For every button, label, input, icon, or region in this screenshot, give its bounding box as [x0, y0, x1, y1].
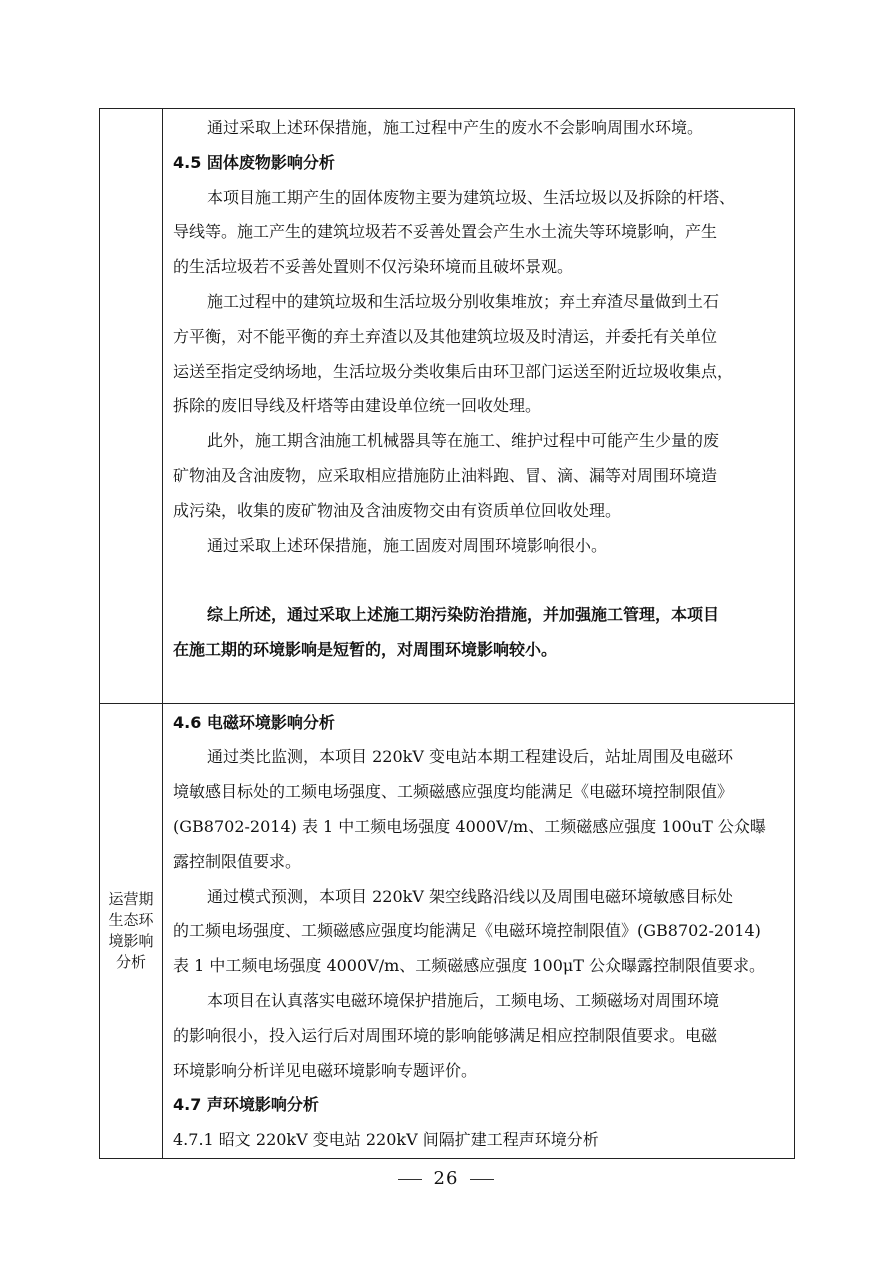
paragraph-line: 的工频电场强度、工频磁感应强度均能满足《电磁环境控制限值》(GB8702-2014) — [173, 921, 761, 941]
paragraph-line: 方平衡，对不能平衡的弃土弃渣以及其他建筑垃圾及时清运，并委托有关单位 — [173, 326, 718, 346]
paragraph-line: 露控制限值要求。 — [173, 851, 302, 871]
section-heading: 4.6 电磁环境影响分析 — [173, 712, 335, 732]
paragraph-line: 通过采取上述环保措施，施工过程中产生的废水不会影响周围水环境。 — [207, 118, 704, 137]
paragraph-line: 的生活垃圾若不妥善处置则不仅污染环境而且破坏景观。 — [173, 257, 574, 277]
section-operation-electromagnetic — [163, 704, 794, 1158]
paragraph-line: 运送至指定受纳场地，生活垃圾分类收集后由环卫部门运送至附近垃圾收集点， — [173, 361, 734, 381]
paragraph-line: 通过采取上述环保措施，施工固废对周围环境影响很小。 — [207, 535, 608, 555]
content-cell — [163, 703, 795, 1158]
row-label-line: 运营期 — [108, 889, 154, 908]
paragraph-line: 通过类比监测，本项目 220kV 变电站本期工程建设后，站址周围及电磁环 — [207, 747, 733, 767]
paragraph-line: 4.7.1 昭文 220kV 变电站 220kV 间隔扩建工程声环境分析 — [173, 1130, 599, 1150]
paragraph-line: 矿物油及含油废物，应采取相应措施防止油料跑、冒、滴、漏等对周围环境造 — [173, 465, 718, 485]
page-footer — [0, 1168, 892, 1189]
row-label-line: 分析 — [115, 952, 146, 971]
blank-line — [173, 668, 786, 703]
left-label-cell — [100, 109, 163, 704]
section-heading: 4.7 声环境影响分析 — [173, 1095, 319, 1115]
paragraph-line: 此外，施工期含油施工机械器具等在施工、维护过程中可能产生少量的废 — [207, 431, 720, 451]
paragraph-line: 在施工期的环境影响是短暂的，对周围环境影响较小。 — [173, 639, 558, 659]
footer-dash-left — [398, 1179, 422, 1180]
paragraph-line: 境敏感目标处的工频电场强度、工频磁感应强度均能满足《电磁环境控制限值》 — [173, 782, 734, 802]
table-row — [100, 703, 795, 1158]
left-label-cell — [100, 703, 163, 1158]
section-construction-solid-waste — [163, 109, 794, 703]
paragraph-line: 通过模式预测，本项目 220kV 架空线路沿线以及周围电磁环境敏感目标处 — [207, 886, 733, 906]
report-table — [99, 108, 795, 1159]
row-label-line: 生态环 — [108, 910, 154, 929]
paragraph-line: 本项目施工期产生的固体废物主要为建筑垃圾、生活垃圾以及拆除的杆塔、 — [207, 187, 736, 207]
paragraph-line: 拆除的废旧导线及杆塔等由建设单位统一回收处理。 — [173, 396, 542, 416]
page-number: 26 — [433, 1168, 459, 1189]
section-heading: 4.5 固体废物影响分析 — [173, 152, 335, 172]
paragraph-line: 成污染，收集的废矿物油及含油废物交由有资质单位回收处理。 — [173, 500, 622, 520]
blank-line — [173, 563, 786, 598]
paragraph-line: 的影响很小，投入运行后对周围环境的影响能够满足相应控制限值要求。电磁 — [173, 1025, 718, 1045]
paragraph-line: 施工过程中的建筑垃圾和生活垃圾分别收集堆放；弃土弃渣尽量做到土石 — [207, 291, 720, 311]
paragraph-line: 综上所述，通过采取上述施工期污染防治措施，并加强施工管理，本项目 — [207, 605, 720, 625]
row-label-operation-ecology — [100, 889, 162, 973]
paragraph-line: 环境影响分析详见电磁环境影响专题评价。 — [173, 1060, 478, 1080]
paragraph-line: (GB8702-2014) 表 1 中工频电场强度 4000V/m、工频磁感应强度 100uT 公众曝 — [173, 816, 766, 836]
table-row — [100, 109, 795, 704]
paragraph-line: 导线等。施工产生的建筑垃圾若不妥善处置会产生水土流失等环境影响，产生 — [173, 222, 718, 242]
paragraph-line: 表 1 中工频电场强度 4000V/m、工频磁感应强度 100μT 公众曝露控制限值要求。 — [173, 956, 766, 976]
footer-dash-right — [470, 1179, 494, 1180]
paragraph-line: 本项目在认真落实电磁环境保护措施后，工频电场、工频磁场对周围环境 — [207, 990, 720, 1010]
row-label-line: 境影响 — [108, 931, 154, 950]
content-cell — [163, 109, 795, 704]
